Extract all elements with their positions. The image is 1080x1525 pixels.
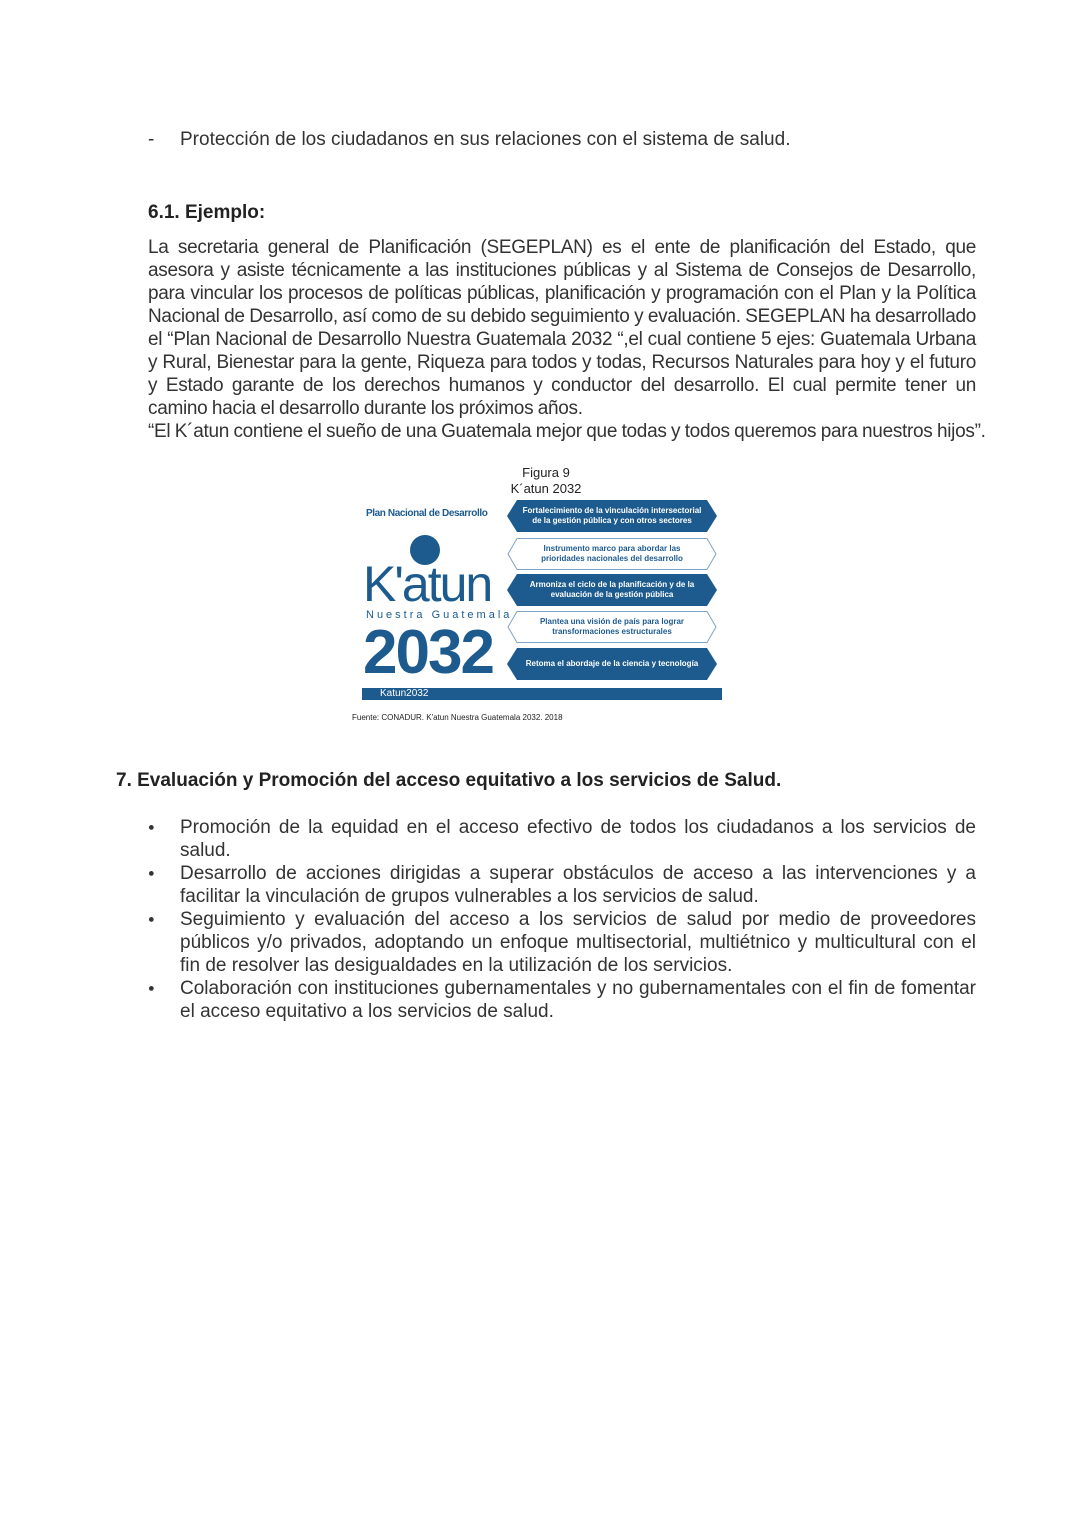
list-item-row: [148, 908, 1080, 977]
bullet-icon: ●: [148, 821, 155, 834]
dash-bullet: -: [148, 129, 155, 150]
bullet-icon: ●: [148, 867, 155, 880]
list-item-row: [148, 977, 1080, 1023]
axis-item: Instrumento marco para abordar las prioridades nacionales del desarrollo: [507, 538, 717, 570]
list-item-row: [148, 128, 1080, 151]
list-item: Colaboración con instituciones gubernamentales y no gubernamentales con el fin de fomentar el acceso equitativo a los servicios de salud.: [180, 978, 976, 1022]
figure-number: Figura 9: [522, 465, 570, 480]
quote: “El K´atun contiene el sueño de una Guatemala mejor que todas y todos queremos para nuestros hijos”.: [148, 421, 986, 442]
plan-label: Plan Nacional de Desarrollo: [366, 508, 488, 519]
bullet-icon: ●: [148, 982, 155, 995]
list-item-row: [148, 816, 1080, 862]
bullet-list: [148, 816, 1080, 1023]
list-item: Desarrollo de acciones dirigidas a superar obstáculos de acceso a las intervenciones y a facilitar la vinculación de grupos vulnerables a los servicios de salud.: [180, 863, 976, 907]
paragraph: La secretaria general de Planificación (SEGEPLAN) es el ente de planificación del Estado, que asesora y asiste técnicamente a las instituciones públicas y al Sistema de Consejos de Desarrollo, para vincular los procesos de políticas públicas, planificación y programación con el Plan y la Política Nacional de Desarrollo, así como de su debido seguimiento y evaluación. SEGEPLAN ha desarrollado el “Plan Nacional de Desarrollo Nuestra Guatemala 2032 “,el cual contiene 5 ejes: Guatemala Urbana y Rural, Bienestar para la gente, Riqueza para todos y todas, Recursos Naturales para hoy y el futuro y Estado garante de los derechos humanos y conductor del desarrollo. El cual permite tener un camino hacia el desarrollo durante los próximos años.: [148, 237, 976, 419]
axis-item: Armoniza el ciclo de la planificación y de la evaluación de la gestión pública: [507, 574, 717, 606]
logo-year: 2032: [363, 618, 493, 687]
bullet-icon: ●: [148, 913, 155, 926]
figure-source: Fuente: CONADUR. K'atun Nuestra Guatemala 2032. 2018: [352, 713, 563, 722]
list-item: Protección de los ciudadanos en sus relaciones con el sistema de salud.: [180, 129, 791, 150]
logo-sub: Nuestra Guatemala: [366, 609, 513, 621]
section-heading: 7. Evaluación y Promoción del acceso equitativo a los servicios de Salud.: [116, 770, 782, 791]
list-item: Promoción de la equidad en el acceso efectivo de todos los ciudadanos a los servicios de salud.: [180, 817, 976, 861]
katun-figure: [0, 465, 1080, 727]
list-item: Seguimiento y evaluación del acceso a los servicios de salud por medio de proveedores públicos y/o privados, adoptando un enfoque multisectorial, multiétnico y multicultural con el fin de resolver las desigualdades en la utilización de los servicios.: [180, 909, 976, 976]
axis-item: Plantea una visión de país para lograr transformaciones estructurales: [507, 611, 717, 643]
axis-item: Fortalecimiento de la vinculación intersectorial de la gestión pública y con otros sectores: [507, 500, 717, 532]
footer-bar: [362, 688, 722, 700]
logo-word: K'atun: [363, 556, 492, 612]
figure-title: K´atun 2032: [510, 481, 582, 496]
list-item-row: [148, 862, 1080, 908]
section-heading: 6.1. Ejemplo:: [148, 202, 266, 223]
axis-item: Retoma el abordaje de la ciencia y tecnología: [507, 648, 717, 680]
footer-logo: Katun2032: [380, 688, 429, 699]
